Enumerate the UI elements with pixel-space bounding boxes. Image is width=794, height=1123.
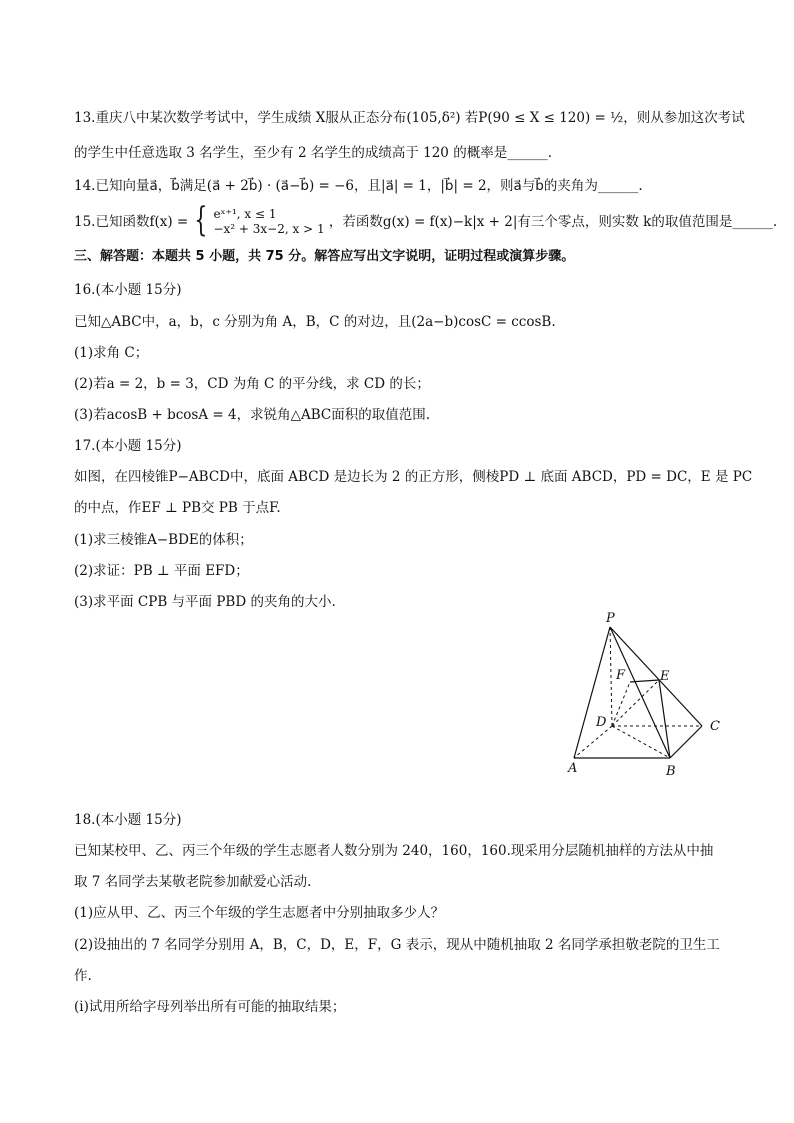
label-D: D bbox=[596, 715, 607, 730]
q16-part1: (1)求角 C； bbox=[74, 345, 149, 361]
q16-header: 16.(本小题 15分) bbox=[74, 282, 182, 298]
hidden-DA bbox=[574, 726, 612, 758]
q18-part1: (1)应从甲、乙、丙三个年级的学生志愿者中分别抽取多少人？ bbox=[74, 905, 445, 921]
section3-heading: 三、解答题：本题共 5 小题，共 75 分。解答应写出文字说明，证明过程或演算步骤。 bbox=[74, 249, 575, 264]
label-E: E bbox=[660, 669, 670, 684]
q15-suffix: ，若函数g(x) = f(x)−k|x + 2|有三个零点，则实数 k的取值范围是______. bbox=[328, 213, 778, 230]
pyramid-figure bbox=[560, 608, 740, 788]
label-C: C bbox=[710, 719, 720, 734]
q17-part3: (3)求平面 CPB 与平面 PBD 的夹角的大小. bbox=[74, 594, 336, 610]
edge-BC bbox=[670, 726, 702, 758]
q13-line1: 13.重庆八中某次数学考试中，学生成绩 X服从正态分布(105,δ²) 若P(90 ≤ X ≤ 120) = ½，则从参加这次考试 bbox=[74, 110, 745, 126]
q17-part2: (2)求证：PB ⊥ 平面 EFD； bbox=[74, 563, 249, 579]
q15-cases bbox=[213, 207, 324, 237]
q18-stem-line1: 已知某校甲、乙、丙三个年级的学生志愿者人数分别为 240，160，160.现采用分层随机抽样的方法从中抽 bbox=[74, 843, 714, 859]
q17-stem-line2: 的中点，作EF ⊥ PB交 PB 于点F. bbox=[74, 500, 281, 516]
q17-stem-line1: 如图，在四棱锥P−ABCD中，底面 ABCD 是边长为 2 的正方形，侧棱PD ⊥ 底面 ABCD，PD = DC，E 是 PC bbox=[74, 469, 753, 485]
q16-stem: 已知△ABC中，a，b，c 分别为角 A，B，C 的对边，且(2a−b)cosC = ccosB. bbox=[74, 314, 556, 330]
q13-line2: 的学生中任意选取 3 名学生，至少有 2 名学生的成绩高于 120 的概率是______. bbox=[74, 145, 552, 161]
q17-part1: (1)求三棱锥A−BDE的体积； bbox=[74, 532, 253, 548]
q15-case2: −x² + 3x−2, x > 1 bbox=[213, 221, 325, 236]
q15-case1: eˣ⁺¹, x ≤ 1 bbox=[213, 206, 277, 221]
q18-stem-line2: 取 7 名同学去某敬老院参加献爱心活动. bbox=[74, 874, 312, 890]
q18-header: 18.(本小题 15分) bbox=[74, 812, 182, 828]
edge-PA bbox=[574, 627, 610, 758]
label-P: P bbox=[606, 611, 615, 626]
hidden-DF bbox=[612, 682, 630, 726]
q16-part3: (3)若acosB + bcosA = 4，求锐角△ABC面积的取值范围. bbox=[74, 407, 431, 423]
q18-part2-i: (i)试用所给字母列举出所有可能的抽取结果； bbox=[74, 999, 346, 1015]
q18-part2-line2: 作. bbox=[74, 968, 92, 984]
q16-part2: (2)若a = 2，b = 3，CD 为角 C 的平分线，求 CD 的长； bbox=[74, 376, 430, 392]
q18-part2-line1: (2)设抽出的 7 名同学分别用 A，B，C，D，E，F，G 表示，现从中随机抽取 2 名同学承担敬老院的卫生工 bbox=[74, 937, 720, 953]
hidden-DB bbox=[612, 726, 670, 758]
label-F: F bbox=[616, 668, 626, 683]
q15-line bbox=[74, 199, 778, 240]
label-B: B bbox=[666, 764, 676, 779]
q17-header: 17.(本小题 15分) bbox=[74, 438, 182, 454]
q15-brace: { bbox=[193, 199, 207, 240]
q15-prefix: 15.已知函数f(x) = bbox=[74, 213, 189, 230]
q14-line1: 14.已知向量a⃗，b⃗满足(a⃗ + 2b⃗) · (a⃗−b⃗) = −6，且|a⃗| = 1，|b⃗| = 2，则a⃗与b⃗的夹角为______. bbox=[74, 178, 643, 194]
label-A: A bbox=[568, 761, 578, 776]
hidden-PD bbox=[610, 627, 612, 726]
